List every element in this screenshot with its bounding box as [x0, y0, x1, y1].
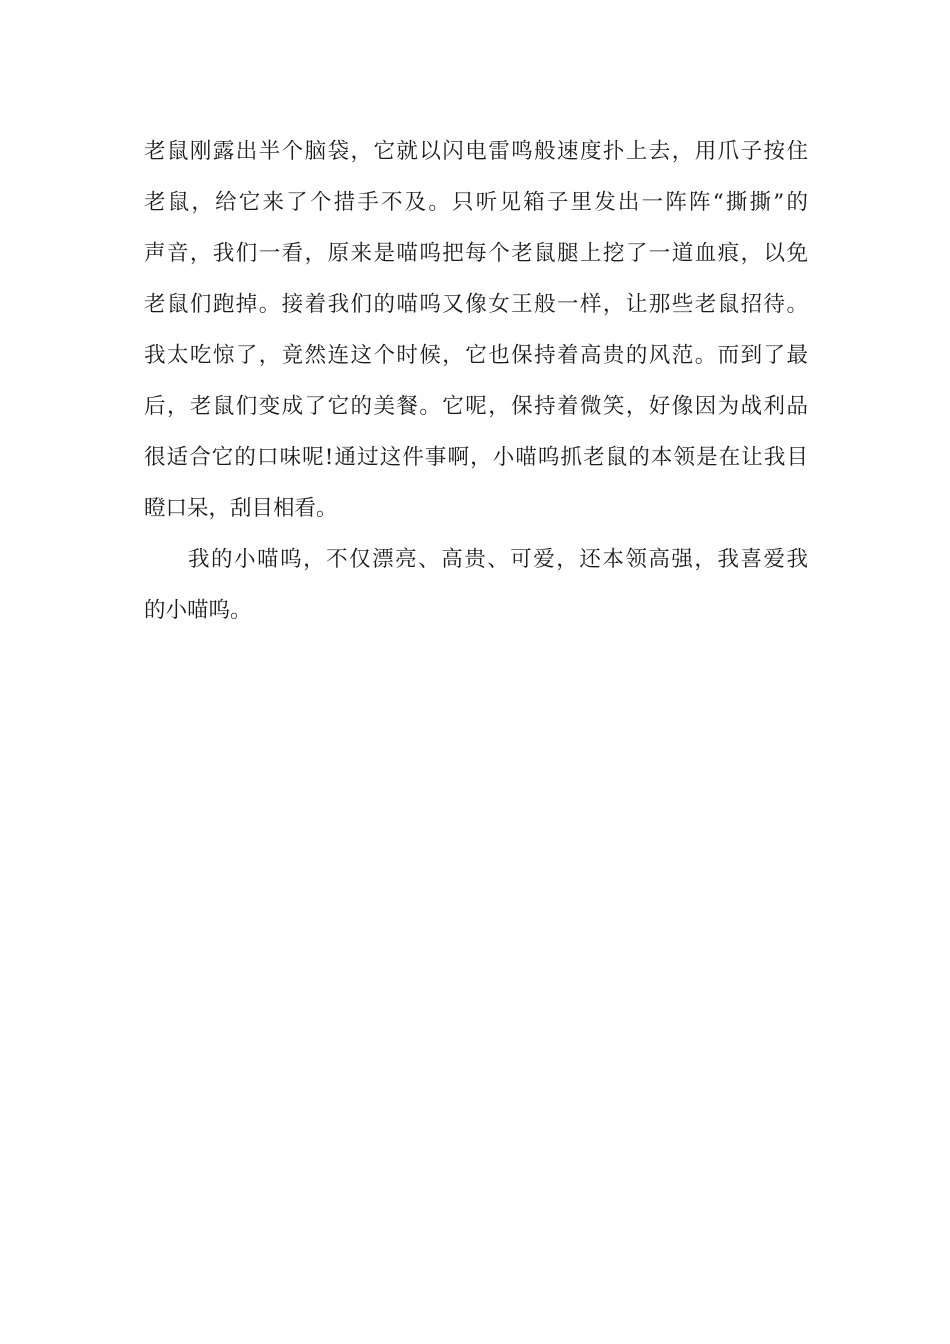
paragraph-1 — [144, 126, 808, 534]
document-body — [144, 126, 808, 636]
text-line: 后，老鼠们变成了它的美餐。它呢，保持着微笑，好像因为战利品 — [144, 394, 808, 419]
text-line: 老鼠，给它来了个措手不及。只听见箱子里发出一阵阵“撕撕”的 — [144, 190, 808, 215]
text-line: 老鼠们跑掉。接着我们的喵呜又像女王般一样，让那些老鼠招待。 — [144, 292, 808, 317]
paragraph-2 — [144, 534, 808, 636]
text-line: 很适合它的口味呢!通过这件事啊，小喵呜抓老鼠的本领是在让我目 — [144, 445, 808, 470]
text-line: 声音，我们一看，原来是喵呜把每个老鼠腿上挖了一道血痕，以免 — [144, 241, 808, 266]
text-line: 我太吃惊了，竟然连这个时候，它也保持着高贵的风范。而到了最 — [144, 343, 808, 368]
text-line: 我的小喵呜，不仅漂亮、高贵、可爱，还本领高强，我喜爱我 — [188, 547, 808, 572]
text-line: 的小喵呜。 — [144, 598, 252, 623]
text-line: 瞪口呆，刮目相看。 — [144, 496, 338, 521]
text-line: 老鼠刚露出半个脑袋，它就以闪电雷鸣般速度扑上去，用爪子按住 — [144, 139, 808, 164]
